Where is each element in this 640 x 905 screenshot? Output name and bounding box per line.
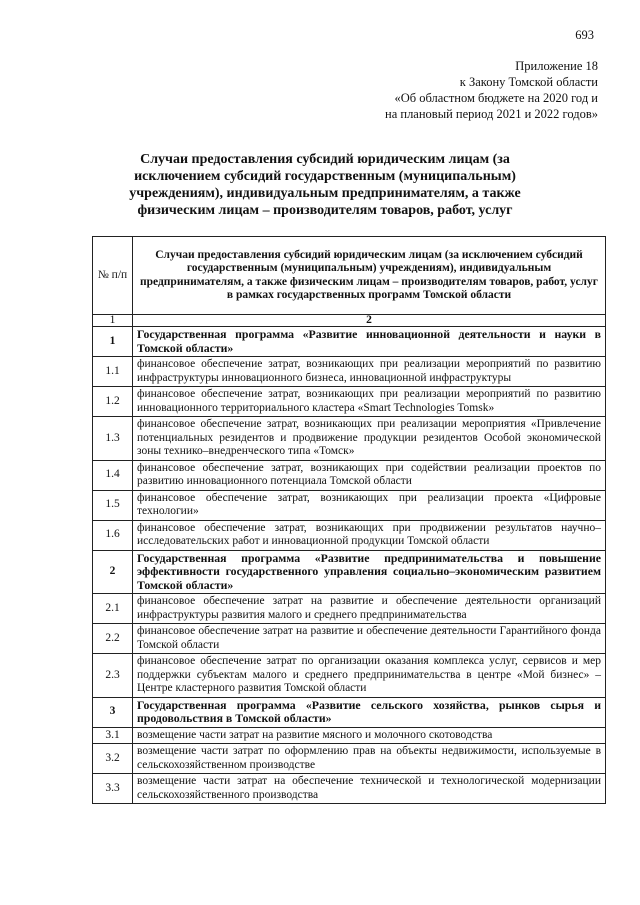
table-row <box>93 624 606 654</box>
table-row <box>93 744 606 774</box>
table-header-row <box>93 237 606 315</box>
row-number-cell: 1.1 <box>93 357 133 387</box>
row-description-cell: финансовое обеспечение затрат, возникающих при реализации мероприятий по развитию инновационного территориального кластера «Smart Technologies Tomsk» <box>133 387 606 417</box>
subsidies-table-body <box>93 237 606 804</box>
row-number-cell: 3 <box>93 697 133 727</box>
table-row <box>93 357 606 387</box>
appendix-line: «Об областном бюджете на 2020 год и <box>394 91 598 105</box>
table-row <box>93 460 606 490</box>
row-description-cell: финансовое обеспечение затрат на развитие и обеспечение деятельности Гарантийного фонда Томской области <box>133 624 606 654</box>
table-row <box>93 594 606 624</box>
row-description-cell: возмещение части затрат на развитие мясного и молочного скотоводства <box>133 727 606 744</box>
row-description-cell: возмещение части затрат на обеспечение технической и технологической модернизации сельскохозяйственного производства <box>133 774 606 804</box>
table-row <box>93 387 606 417</box>
program-title-cell: Государственная программа «Развитие инновационной деятельности и науки в Томской области» <box>133 327 606 357</box>
table-row <box>93 520 606 550</box>
program-row <box>93 697 606 727</box>
column-number-cell: 1 <box>93 315 133 327</box>
row-number-cell: 2.3 <box>93 654 133 698</box>
row-description-cell: финансовое обеспечение затрат по организации оказания комплекса услуг, сервисов и мер поддержки субъектам малого и среднего предпринимательства в центре «Мой бизнес» – Центре кластерного развития Томской области <box>133 654 606 698</box>
row-number-cell: 3.3 <box>93 774 133 804</box>
program-row <box>93 550 606 594</box>
row-number-cell: 2 <box>93 550 133 594</box>
row-description-cell: финансовое обеспечение затрат, возникающих при реализации мероприятия «Привлечение потенциальных резидентов и продвижение продукции резидентов Особой экономической зоны технико–внедренческого типа «Томск» <box>133 417 606 461</box>
appendix-line: Приложение 18 <box>515 59 598 73</box>
subsidies-table <box>92 236 606 804</box>
table-row <box>93 654 606 698</box>
row-description-cell: финансовое обеспечение затрат, возникающих при реализации мероприятий по развитию инфраструктуры инновационного бизнеса, инновационной инфраструктуры <box>133 357 606 387</box>
row-description-cell: финансовое обеспечение затрат на развитие и обеспечение деятельности организаций инфраструктуры развития малого и среднего предпринимательства <box>133 594 606 624</box>
row-number-cell: 1 <box>93 327 133 357</box>
row-number-cell: 1.6 <box>93 520 133 550</box>
row-number-cell: 1.4 <box>93 460 133 490</box>
row-number-cell: 1.5 <box>93 490 133 520</box>
column-number-cell: 2 <box>133 315 606 327</box>
document-title: Случаи предоставления субсидий юридическим лицам (за исключением субсидий государственным (муниципальным) учреждениям), индивидуальным предпринимателям, а также физическим лицам – производителям товаров, работ, услуг <box>129 152 521 218</box>
header-number-cell: № п/п <box>93 237 133 315</box>
table-row <box>93 490 606 520</box>
appendix-note <box>238 58 598 122</box>
appendix-line: на плановый период 2021 и 2022 годов» <box>385 107 598 121</box>
program-title-cell: Государственная программа «Развитие сельского хозяйства, рынков сырья и продовольствия в Томской области» <box>133 697 606 727</box>
row-number-cell: 2.1 <box>93 594 133 624</box>
appendix-line: к Закону Томской области <box>459 75 598 89</box>
row-number-cell: 1.3 <box>93 417 133 461</box>
header-description-cell: Случаи предоставления субсидий юридическим лицам (за исключением субсидий государственным (муниципальным) учреждениям), индивидуальным предпринимателям, а также физическим лицам – производителям товаров, работ, услуг в рамках государственных программ Томской области <box>133 237 606 315</box>
row-description-cell: финансовое обеспечение затрат, возникающих при продвижении результатов научно–исследовательских работ и инновационной продукции Томской области <box>133 520 606 550</box>
table-row <box>93 727 606 744</box>
row-description-cell: возмещение части затрат по оформлению прав на объекты недвижимости, используемые в сельскохозяйственном производстве <box>133 744 606 774</box>
row-description-cell: финансовое обеспечение затрат, возникающих при содействии реализации проектов по развитию инновационного потенциала Томской области <box>133 460 606 490</box>
table-row <box>93 774 606 804</box>
row-number-cell: 3.2 <box>93 744 133 774</box>
row-number-cell: 1.2 <box>93 387 133 417</box>
row-number-cell: 3.1 <box>93 727 133 744</box>
program-row <box>93 327 606 357</box>
row-description-cell: финансовое обеспечение затрат, возникающих при реализации проекта «Цифровые технологии» <box>133 490 606 520</box>
table-row <box>93 417 606 461</box>
program-title-cell: Государственная программа «Развитие предпринимательства и повышение эффективности государственного управления социально–экономическим развитием Томской области» <box>133 550 606 594</box>
page-number: 693 <box>575 28 594 42</box>
row-number-cell: 2.2 <box>93 624 133 654</box>
column-numbers-row <box>93 315 606 327</box>
